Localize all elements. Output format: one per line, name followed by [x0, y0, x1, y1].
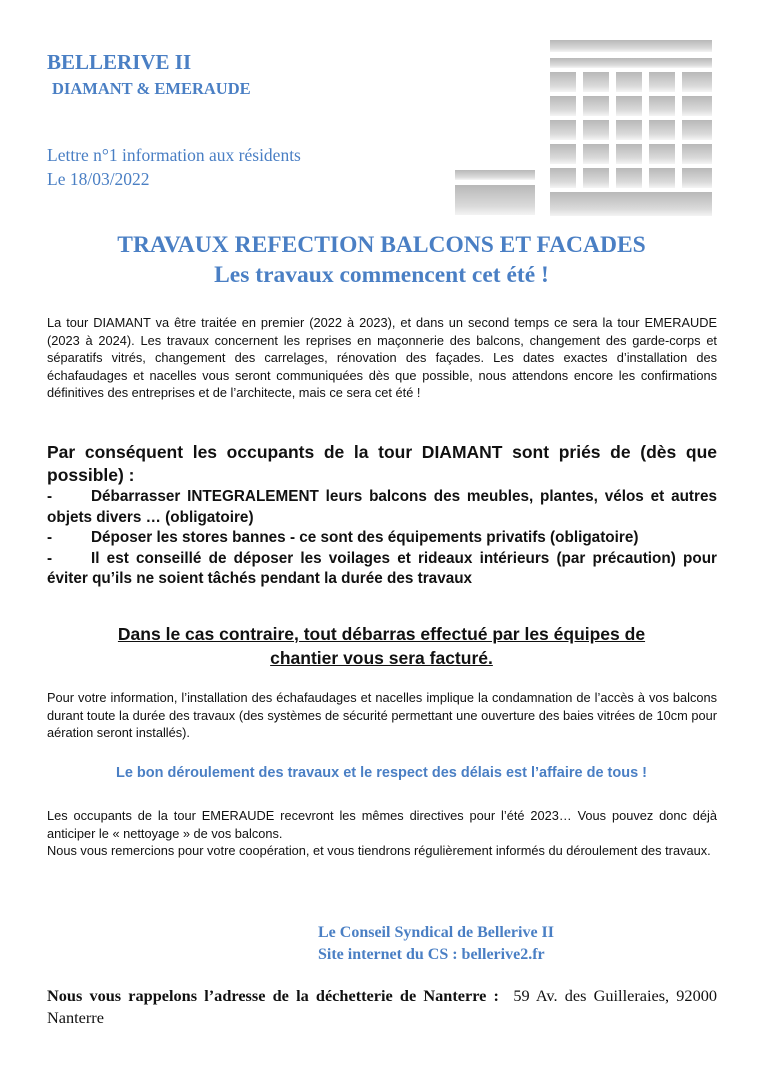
closing-paragraph-2: Nous vous remercions pour votre coopération, et vous tiendrons régulièrement informés du déroulement des travaux.	[47, 843, 711, 858]
signature-website: Site internet du CS : bellerive2.fr	[318, 946, 545, 963]
billing-warning	[0, 622, 763, 670]
closing-paragraph-1: Les occupants de la tour EMERAUDE recevront les mêmes directives pour l’été 2023… Vous pouvez donc déjà anticiper le « nettoyage » de vos balcons.	[47, 808, 717, 841]
main-title-line-1: TRAVAUX REFECTION BALCONS ET FACADES	[117, 232, 646, 258]
info-paragraph: Pour votre information, l’installation des échafaudages et nacelles implique la condamnation de l’accès à vos balcons durant toute la durée des travaux (des systèmes de sécurité permettant une ouverture des baies vitrées de 10cm pour aération seront installés).	[47, 690, 717, 740]
instruction-text: Débarrasser INTEGRALEMENT leurs balcons des meubles, plantes, vélos et autres objets divers … (obligatoire)	[47, 488, 717, 526]
closing-block	[47, 807, 717, 860]
building-illustration	[455, 40, 715, 220]
bullet-dash: -	[47, 529, 53, 546]
signature-name: Le Conseil Syndical de Bellerive II	[318, 924, 554, 941]
letter-date: Le 18/03/2022	[47, 169, 150, 189]
instructions-block	[47, 441, 717, 590]
warning-line-1: Dans le cas contraire, tout débarras effectué par les équipes de	[117, 624, 646, 644]
instruction-item	[47, 487, 717, 528]
instruction-text: Déposer les stores bannes - ce sont des équipements privatifs (obligatoire)	[91, 529, 639, 546]
instruction-text: Il est conseillé de déposer les voilages et rideaux intérieurs (par précaution) pour éviter qu’ils ne soient tâchés pendant la durée des travaux	[47, 549, 717, 587]
highlight-message: Le bon déroulement des travaux et le respect des délais est l’affaire de tous !	[115, 765, 648, 781]
bullet-dash: -	[47, 549, 53, 567]
dump-address	[47, 985, 717, 1029]
warning-line-2: chantier vous sera facturé.	[270, 648, 493, 668]
residence-title: BELLERIVE II	[47, 50, 192, 74]
address-label: Nous vous rappelons l’adresse de la déchetterie de Nanterre :	[47, 986, 499, 1005]
letter-number: Lettre n°1 information aux résidents	[47, 145, 301, 165]
residence-subtitle: DIAMANT & EMERAUDE	[52, 79, 251, 98]
bullet-dash: -	[47, 488, 53, 505]
instruction-item	[47, 549, 717, 590]
main-title-line-2: Les travaux commencent cet été !	[214, 262, 549, 288]
instructions-lead: Par conséquent les occupants de la tour DIAMANT sont priés de (dès que possible) :	[47, 442, 717, 485]
instruction-item	[47, 528, 717, 549]
signature-block	[318, 922, 554, 966]
main-title	[0, 230, 763, 290]
address-value: 59 Av. des Guilleraies, 92000 Nanterre	[47, 986, 717, 1027]
intro-paragraph: La tour DIAMANT va être traitée en premier (2022 à 2023), et dans un second temps ce sera la tour EMERAUDE (2023 à 2024). Les travaux concernent les reprises en maçonnerie des balcons, changement des garde-corps et séparatifs vitrés, changement des carrelages, rénovation des façades. Les dates exactes d’installation des échafaudages et nacelles vous seront communiquées dès que possible, nous attendons encore les confirmations définitives des entreprises et de l’architecte, mais ce sera cet été !	[47, 315, 717, 400]
